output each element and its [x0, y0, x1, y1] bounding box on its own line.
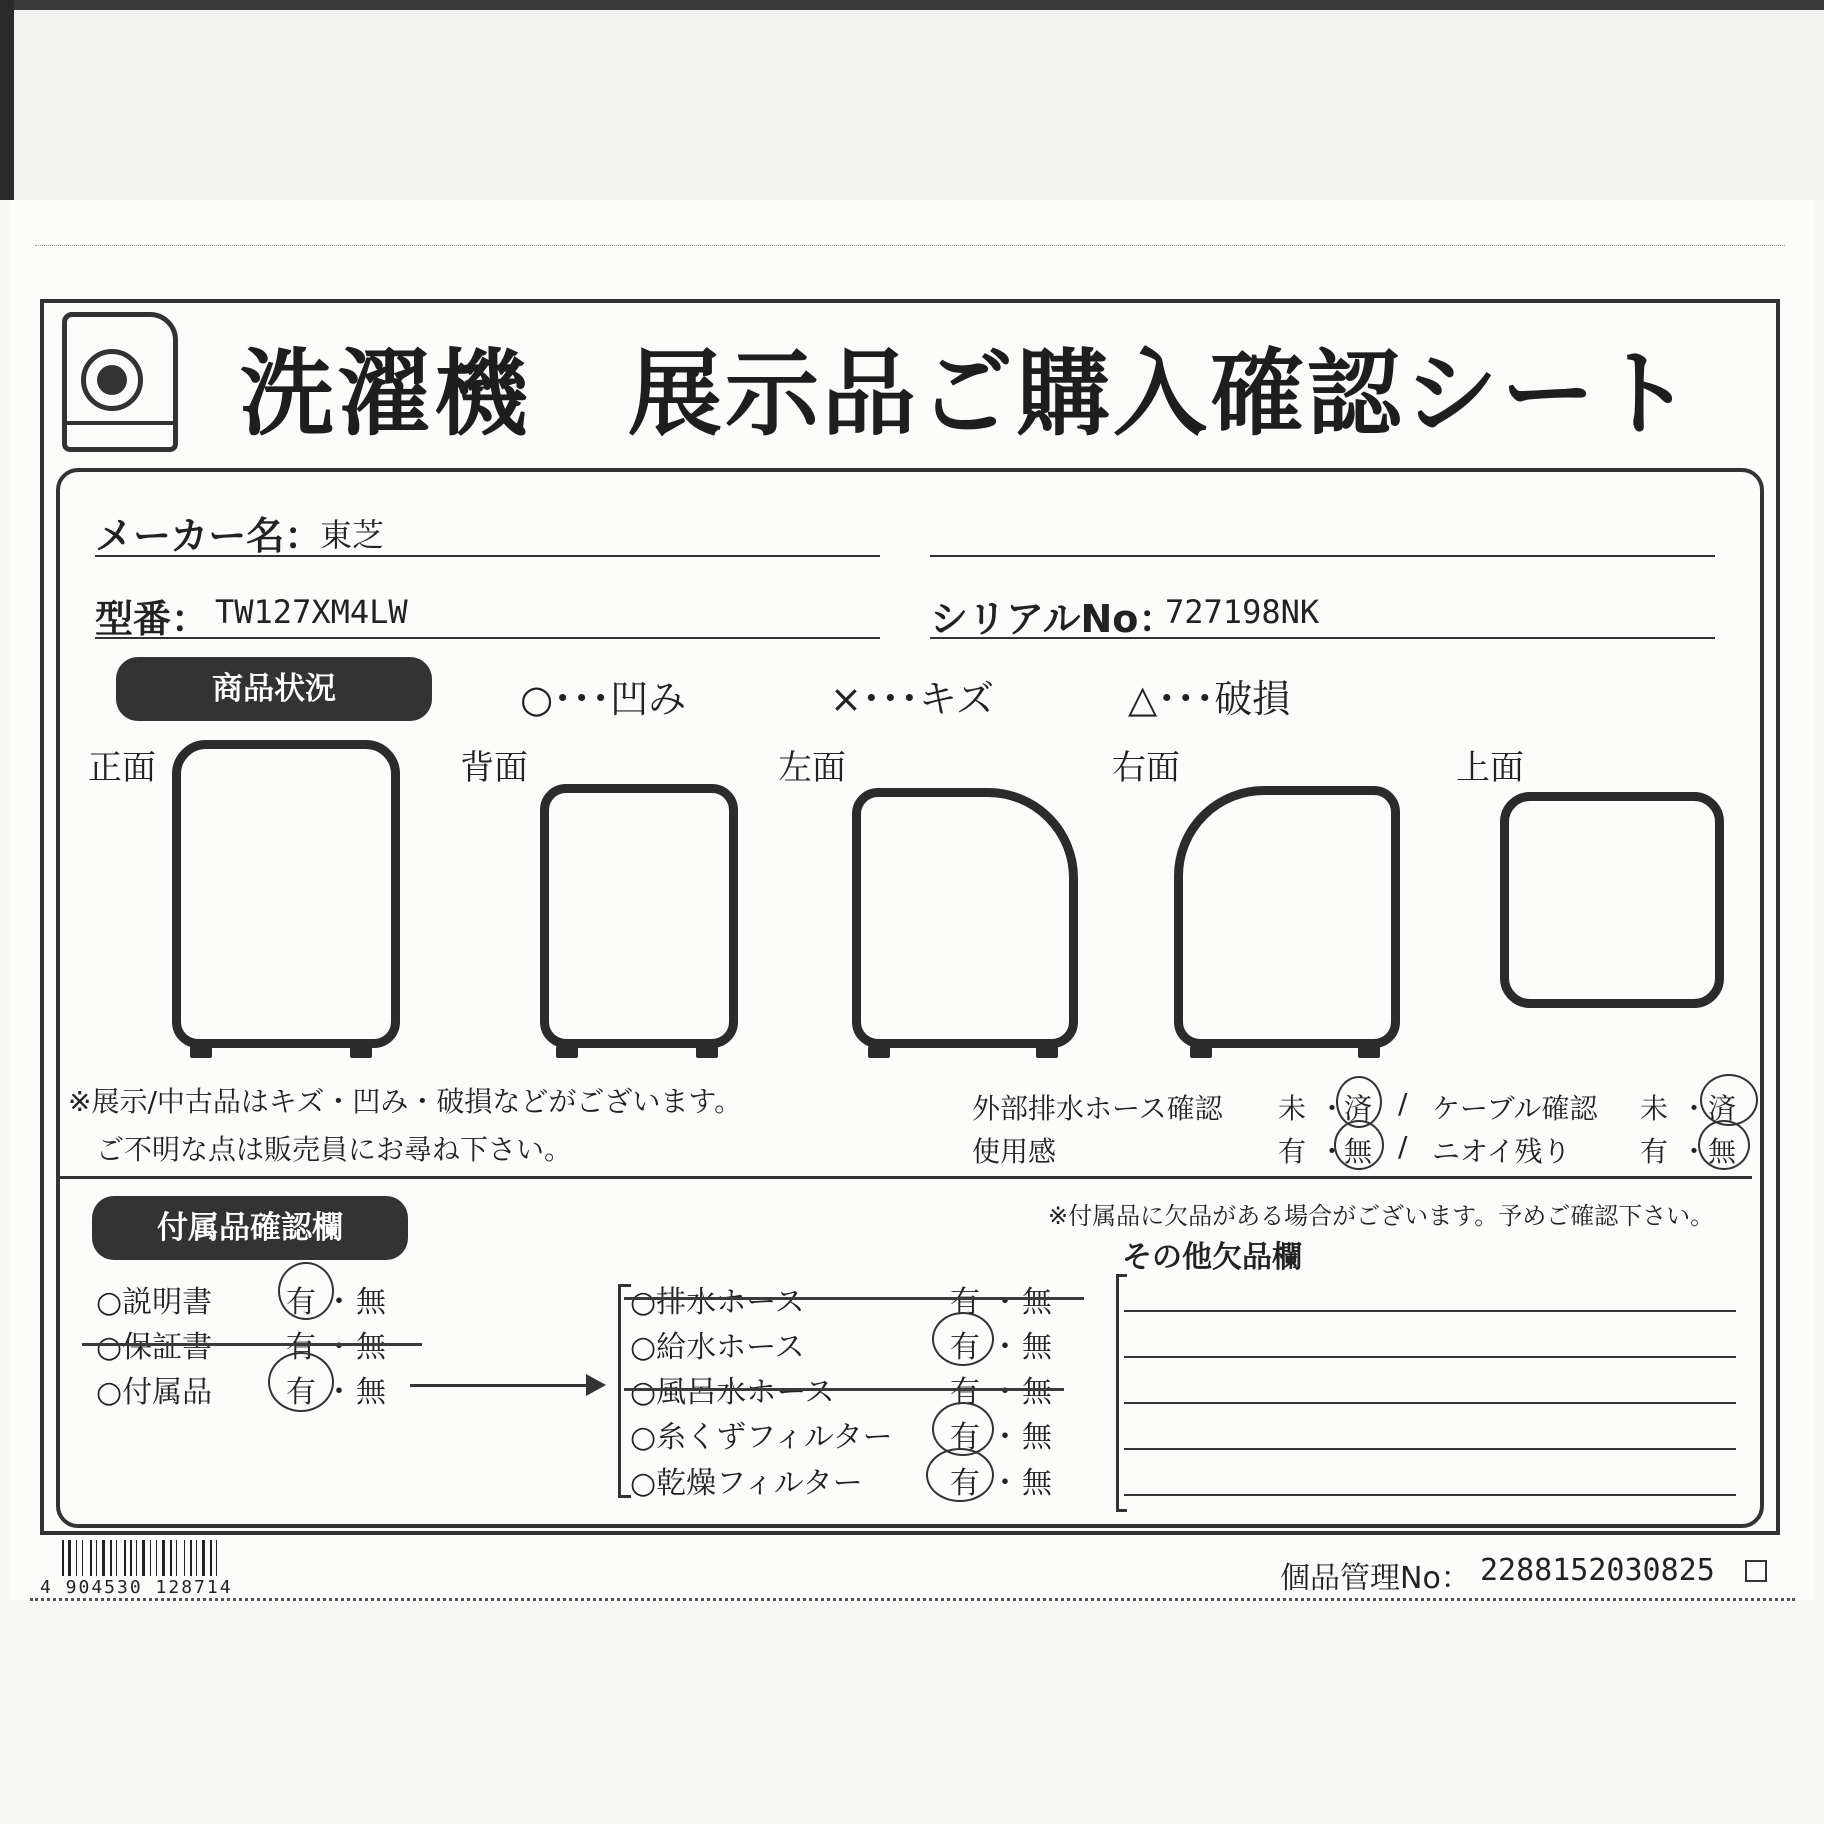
- view-left-label: 左面: [778, 748, 846, 788]
- serial-label: シリアルNo：: [930, 597, 1177, 641]
- others-line-2: [1124, 1356, 1736, 1358]
- barcode-bar: [82, 1540, 83, 1576]
- acc-bath-hose-no: 無: [1022, 1375, 1052, 1410]
- acc-accessory-label: ○付属品: [96, 1375, 213, 1410]
- acc-warranty-label: ○保証書: [96, 1330, 213, 1365]
- drain-hose-not-yet: 未: [1278, 1092, 1307, 1125]
- back-foot-left: [556, 1046, 578, 1058]
- odor-label: ニオイ残り: [1432, 1135, 1571, 1168]
- acc-drain-hose-strike: [624, 1297, 1084, 1300]
- acc-accessory-yes-circle: [268, 1352, 334, 1412]
- odor-dot: ・: [1680, 1135, 1709, 1168]
- bottom-divider: [30, 1598, 1795, 1601]
- acc-lint-filter-no: 無: [1022, 1420, 1052, 1455]
- top-divider: [35, 245, 1785, 246]
- top-view-diagram: [1500, 792, 1724, 1008]
- acc-dry-filter-no: 無: [1022, 1466, 1052, 1501]
- left-foot-left: [868, 1046, 890, 1058]
- acc-supply-hose-dot: ・: [990, 1330, 1020, 1365]
- legend-damage: △･･･破損: [1128, 677, 1291, 721]
- cable-done-circle: [1700, 1074, 1758, 1126]
- others-line-4: [1124, 1448, 1736, 1450]
- barcode-bar: [184, 1540, 185, 1576]
- model-value: TW127XM4LW: [215, 593, 408, 631]
- acc-drain-hose-yes: 有: [950, 1285, 980, 1320]
- drain-hose-dot: ・: [1318, 1092, 1347, 1125]
- acc-dry-filter-yes: 有: [950, 1466, 980, 1501]
- barcode-bar: [76, 1540, 77, 1576]
- usage-no-circle: [1334, 1120, 1384, 1170]
- acc-supply-hose-label: ○給水ホース: [630, 1330, 805, 1365]
- accessories-notice: ※付属品に欠品がある場合がございます。予めご確認下さい。: [1048, 1202, 1715, 1230]
- barcode: [62, 1540, 282, 1576]
- right-foot-left: [1190, 1046, 1212, 1058]
- odor-no-circle: [1698, 1120, 1750, 1170]
- acc-bath-hose-strike: [624, 1388, 1064, 1391]
- back-foot-right: [696, 1046, 718, 1058]
- barcode-bar: [150, 1540, 151, 1576]
- back-view-diagram: [540, 784, 738, 1048]
- left-view-diagram: [852, 788, 1078, 1048]
- cable-check-label: ケーブル確認: [1432, 1092, 1598, 1125]
- acc-manual-dot: ・: [324, 1285, 354, 1320]
- acc-bath-hose-label: ○風呂水ホース: [630, 1375, 835, 1410]
- acc-supply-hose-no: 無: [1022, 1330, 1052, 1365]
- barcode-bar: [142, 1540, 145, 1576]
- acc-accessory-dot: ・: [324, 1375, 354, 1410]
- right-foot-right: [1358, 1046, 1380, 1058]
- barcode-bar: [176, 1540, 177, 1576]
- others-header: その他欠品欄: [1122, 1240, 1302, 1275]
- acc-lint-filter-yes: 有: [950, 1420, 980, 1455]
- barcode-bar: [170, 1540, 172, 1576]
- acc-drain-hose-dot: ・: [990, 1285, 1020, 1320]
- barcode-bar: [162, 1540, 165, 1576]
- acc-warranty-dot: ・: [324, 1330, 354, 1365]
- cable-done: 済: [1708, 1092, 1737, 1125]
- left-foot-right: [1036, 1046, 1058, 1058]
- acc-manual-yes: 有: [286, 1285, 316, 1320]
- cable-not-yet: 未: [1640, 1092, 1669, 1125]
- front-foot-right: [350, 1046, 372, 1058]
- drain-hose-check-label: 外部排水ホース確認: [972, 1092, 1223, 1125]
- acc-manual-no: 無: [356, 1285, 386, 1320]
- maker-value: 東芝: [320, 516, 385, 554]
- scan-top-band: [0, 0, 1824, 200]
- usage-dot: ・: [1318, 1135, 1347, 1168]
- section-divider: [60, 1176, 1752, 1179]
- legend-scratch: ×･･･キズ: [830, 677, 995, 721]
- arrow-line: [410, 1384, 588, 1387]
- odor-no: 無: [1708, 1135, 1737, 1168]
- usage-label: 使用感: [972, 1135, 1057, 1168]
- legend-dent: ○･･･凹み: [520, 677, 687, 721]
- acc-lint-filter-dot: ・: [990, 1420, 1020, 1455]
- model-label: 型番：: [95, 597, 210, 641]
- usage-slash: /: [1398, 1130, 1408, 1163]
- acc-dry-filter-label: ○乾燥フィルター: [630, 1466, 863, 1501]
- acc-warranty-no: 無: [356, 1330, 386, 1365]
- acc-bath-hose-dot: ・: [990, 1375, 1020, 1410]
- barcode-bar: [124, 1540, 126, 1576]
- usage-no: 無: [1344, 1135, 1373, 1168]
- barcode-bar: [96, 1540, 97, 1576]
- condition-header: 商品状況: [116, 657, 432, 721]
- barcode-bar: [68, 1540, 71, 1576]
- others-line-5: [1124, 1494, 1736, 1496]
- others-line-1: [1124, 1310, 1736, 1312]
- condition-note-1: ※展示/中古品はキズ・凹み・破損などがございます。: [68, 1085, 743, 1118]
- arrow-head-icon: [586, 1374, 606, 1396]
- barcode-number: 4 904530 128714: [40, 1577, 233, 1598]
- drain-slash: /: [1398, 1087, 1408, 1120]
- accessories-header: 付属品確認欄: [92, 1196, 408, 1260]
- barcode-bar: [210, 1540, 212, 1576]
- blank-underline: [930, 555, 1715, 557]
- acc-manual-yes-circle: [278, 1262, 334, 1320]
- maker-underline: [95, 555, 880, 557]
- acc-dry-filter-yes-circle: [926, 1448, 994, 1502]
- acc-warranty-yes: 有: [286, 1330, 316, 1365]
- barcode-bar: [136, 1540, 137, 1576]
- barcode-bar: [216, 1540, 217, 1576]
- condition-note-2: ご不明な点は販売員にお尋ね下さい。: [96, 1133, 573, 1166]
- acc-warranty-strike: [82, 1343, 422, 1346]
- acc-manual-label: ○説明書: [96, 1285, 213, 1320]
- barcode-bar: [202, 1540, 205, 1576]
- acc-bath-hose-yes: 有: [950, 1375, 980, 1410]
- management-checkbox[interactable]: [1745, 1560, 1767, 1582]
- drain-hose-done: 済: [1344, 1092, 1373, 1125]
- acc-dry-filter-dot: ・: [990, 1466, 1020, 1501]
- barcode-bar: [62, 1540, 64, 1576]
- page-title: 洗濯機 展示品ご購入確認シート: [240, 340, 1696, 449]
- cable-dot: ・: [1680, 1092, 1709, 1125]
- front-foot-left: [190, 1046, 212, 1058]
- acc-supply-hose-yes-circle: [932, 1312, 994, 1366]
- barcode-bar: [156, 1540, 157, 1576]
- usage-yes: 有: [1278, 1135, 1307, 1168]
- barcode-bar: [130, 1540, 132, 1576]
- management-label: 個品管理No：: [1280, 1561, 1471, 1596]
- serial-underline: [930, 637, 1715, 639]
- others-line-3: [1124, 1402, 1736, 1404]
- view-back-label: 背面: [460, 748, 528, 788]
- serial-value: 727198NK: [1165, 593, 1320, 631]
- acc-supply-hose-yes: 有: [950, 1330, 980, 1365]
- barcode-bar: [196, 1540, 197, 1576]
- barcode-bar: [102, 1540, 105, 1576]
- right-view-diagram: [1174, 786, 1400, 1048]
- acc-lint-filter-label: ○糸くずフィルター: [630, 1420, 893, 1455]
- barcode-bar: [90, 1540, 92, 1576]
- barcode-bar: [116, 1540, 117, 1576]
- acc-drain-hose-label: ○排水ホース: [630, 1285, 805, 1320]
- barcode-bar: [110, 1540, 112, 1576]
- model-underline: [95, 637, 880, 639]
- view-right-label: 右面: [1112, 748, 1180, 788]
- view-front-label: 正面: [88, 748, 156, 788]
- management-number: 2288152030825: [1480, 1553, 1715, 1588]
- barcode-bar: [190, 1540, 192, 1576]
- acc-drain-hose-no: 無: [1022, 1285, 1052, 1320]
- view-top-label: 上面: [1456, 748, 1524, 788]
- washing-machine-icon: [62, 312, 178, 452]
- acc-accessory-yes: 有: [286, 1375, 316, 1410]
- front-view-diagram: [172, 740, 400, 1048]
- maker-label: メーカー名：: [95, 514, 323, 558]
- odor-yes: 有: [1640, 1135, 1669, 1168]
- acc-accessory-no: 無: [356, 1375, 386, 1410]
